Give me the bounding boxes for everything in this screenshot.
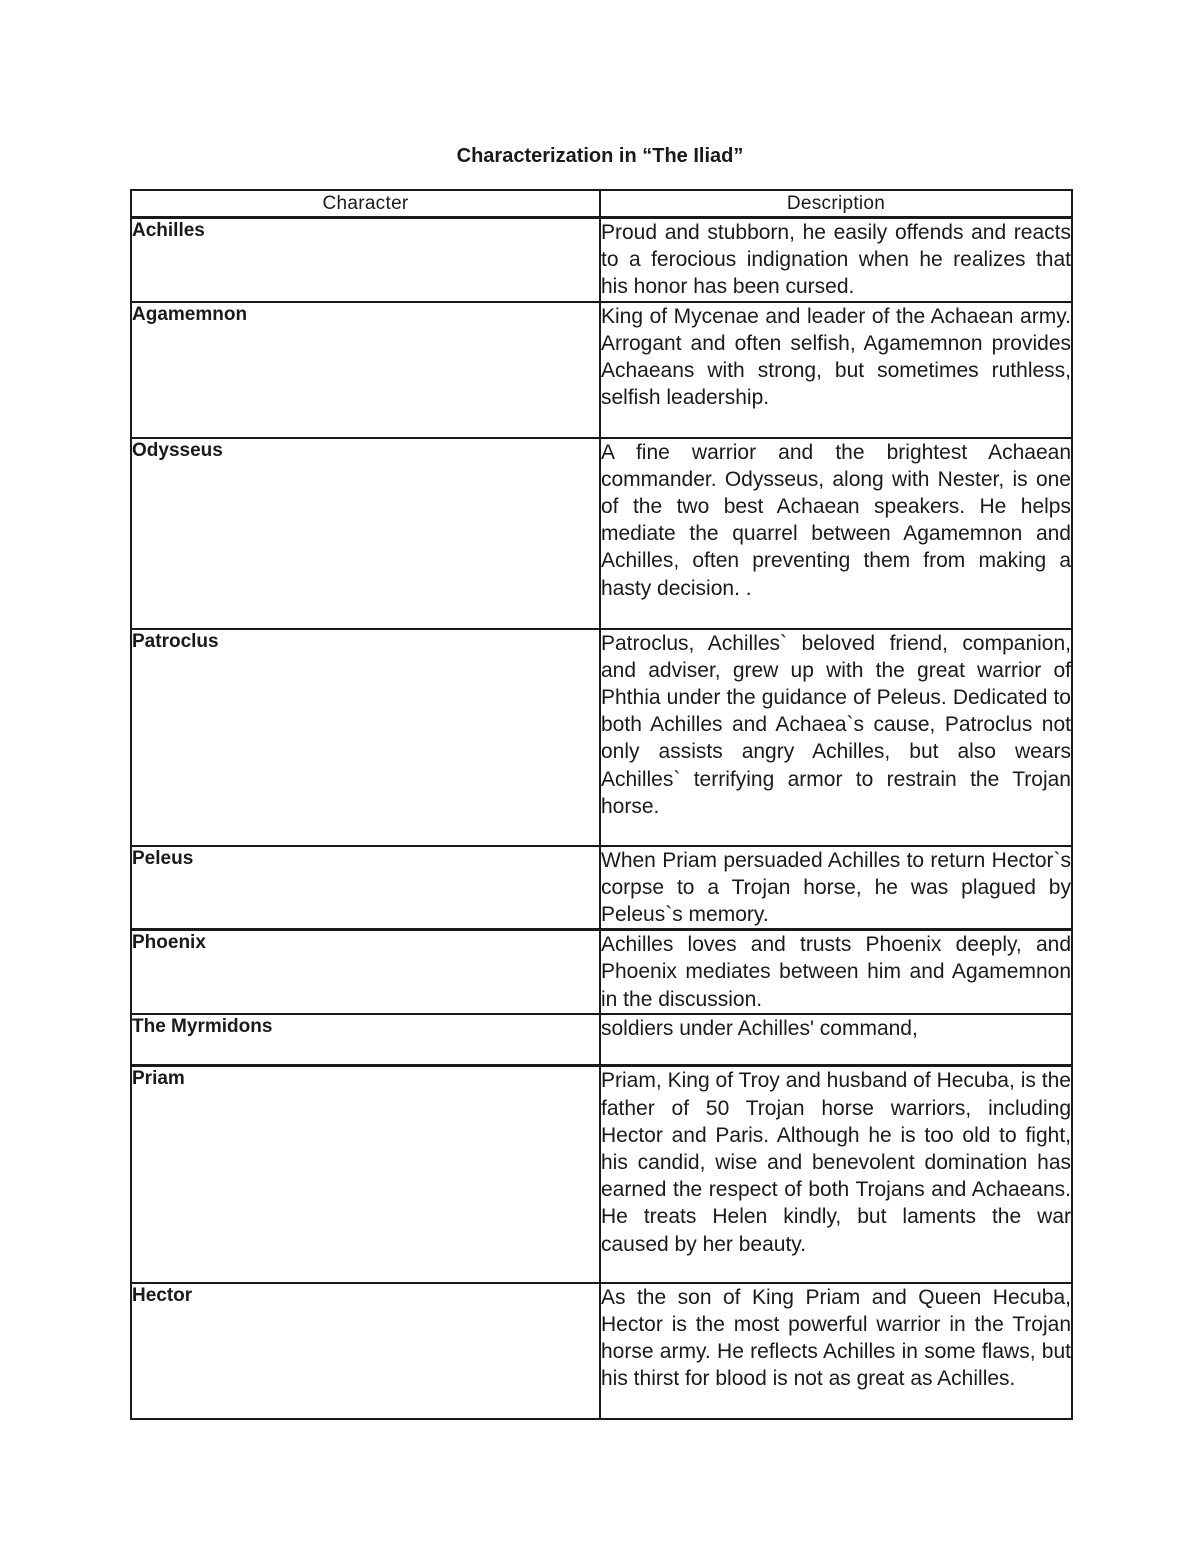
character-description: Proud and stubborn, he easily offends and reacts to a ferocious indignation when he realizes that his honor has been cursed. [600,218,1072,302]
table-row [131,846,1072,930]
character-description: King of Mycenae and leader of the Achaean army. Arrogant and often selfish, Agamemnon provides Achaeans with strong, but sometimes ruthless, selfish leadership. [600,302,1072,438]
table-row [131,629,1072,846]
character-name: Odysseus [131,438,600,629]
table-header-row [131,190,1072,218]
character-description: When Priam persuaded Achilles to return Hector`s corpse to a Trojan horse, he was plagued by Peleus`s memory. [600,846,1072,930]
character-name: Hector [131,1283,600,1419]
character-name: Patroclus [131,629,600,846]
character-description: Priam, King of Troy and husband of Hecuba, is the father of 50 Trojan horse warriors, including Hector and Paris. Although he is too old to fight, his candid, wise and benevolent domination has earned the respect of both Trojans and Achaeans. He treats Helen kindly, but laments the war caused by her beauty. [600,1066,1072,1283]
character-name: Priam [131,1066,600,1283]
character-name: The Myrmidons [131,1014,600,1066]
character-description: Achilles loves and trusts Phoenix deeply, and Phoenix mediates between him and Agamemnon in the discussion. [600,930,1072,1014]
character-description: Patroclus, Achilles` beloved friend, companion, and adviser, grew up with the great warrior of Phthia under the guidance of Peleus. Dedicated to both Achilles and Achaea`s cause, Patroclus not only assists angry Achilles, but also wears Achilles` terrifying armor to restrain the Trojan horse. [600,629,1072,846]
table-row [131,1066,1072,1283]
characterization-table [130,189,1073,1420]
table-row [131,1014,1072,1066]
table-row [131,218,1072,302]
character-name: Achilles [131,218,600,302]
page-title: Characterization in “The Iliad” [456,145,744,167]
character-description: As the son of King Priam and Queen Hecuba, Hector is the most powerful warrior in the Trojan horse army. He reflects Achilles in some flaws, but his thirst for blood is not as great as Achilles. [600,1283,1072,1419]
table-row [131,302,1072,438]
character-name: Phoenix [131,930,600,1014]
character-description: soldiers under Achilles' command, [600,1014,1072,1066]
table-row [131,930,1072,1014]
character-description: A fine warrior and the brightest Achaean commander. Odysseus, along with Nester, is one of the two best Achaean speakers. He helps mediate the quarrel between Agamemnon and Achilles, often preventing them from making a hasty decision. . [600,438,1072,629]
character-name: Peleus [131,846,600,930]
column-header-description: Description [600,190,1072,218]
table-row [131,1283,1072,1419]
column-header-character: Character [131,190,600,218]
table-row [131,438,1072,629]
character-name: Agamemnon [131,302,600,438]
